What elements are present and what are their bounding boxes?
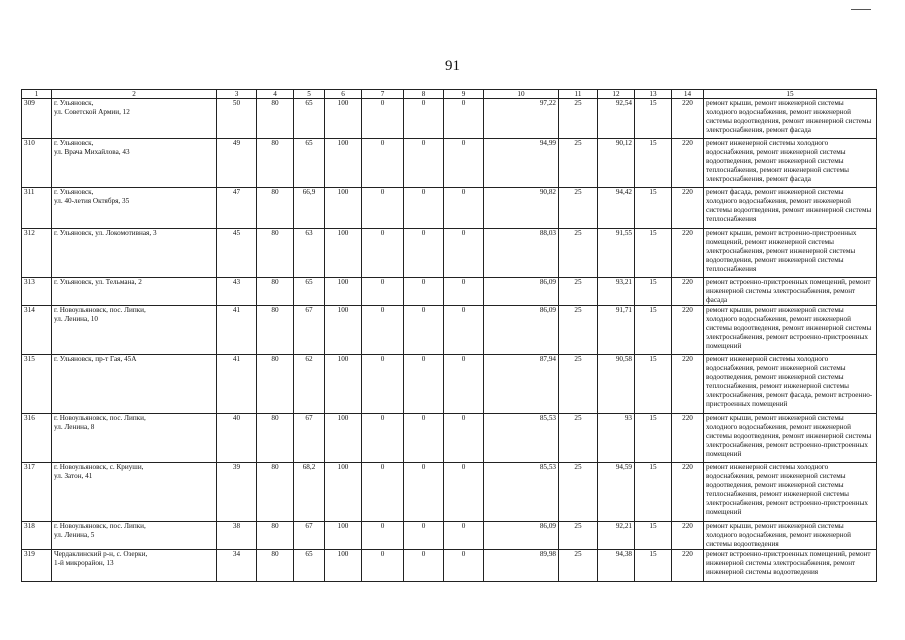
value-cell: 91,55 xyxy=(598,229,635,278)
row-number-cell: 312 xyxy=(22,229,52,278)
value-cell: 80 xyxy=(257,522,294,550)
value-cell: 0 xyxy=(404,306,444,355)
value-cell: 65 xyxy=(294,278,325,306)
table-row xyxy=(22,229,877,278)
column-header: 2 xyxy=(52,90,217,99)
value-cell: 41 xyxy=(217,306,257,355)
register-table xyxy=(21,89,877,582)
scan-mark-top xyxy=(851,9,871,10)
value-cell: 43 xyxy=(217,278,257,306)
value-cell: 85,53 xyxy=(484,414,559,463)
value-cell: 90,12 xyxy=(598,139,635,188)
row-number-cell: 311 xyxy=(22,188,52,229)
value-cell: 220 xyxy=(672,550,704,582)
column-header: 7 xyxy=(362,90,404,99)
column-header: 13 xyxy=(635,90,672,99)
row-number-cell: 315 xyxy=(22,355,52,414)
value-cell: 220 xyxy=(672,522,704,550)
value-cell: 94,38 xyxy=(598,550,635,582)
value-cell: 15 xyxy=(635,139,672,188)
value-cell: 100 xyxy=(325,278,362,306)
value-cell: 15 xyxy=(635,414,672,463)
value-cell: 80 xyxy=(257,139,294,188)
column-header: 11 xyxy=(559,90,598,99)
value-cell: 67 xyxy=(294,414,325,463)
column-header: 15 xyxy=(704,90,877,99)
table-row xyxy=(22,414,877,463)
value-cell: 90,82 xyxy=(484,188,559,229)
value-cell: 25 xyxy=(559,229,598,278)
value-cell: 65 xyxy=(294,139,325,188)
value-cell: 0 xyxy=(404,355,444,414)
column-header: 1 xyxy=(22,90,52,99)
value-cell: 220 xyxy=(672,414,704,463)
value-cell: 0 xyxy=(404,99,444,139)
table-row xyxy=(22,522,877,550)
value-cell: 80 xyxy=(257,229,294,278)
works-cell: ремонт крыши, ремонт инженерной системы холодного водоснабжения, ремонт инженерной системы водоотведения, ремонт инженерной системы электроснабжения, ремонт встроенно-пристроенных помещений xyxy=(704,414,877,463)
column-header: 6 xyxy=(325,90,362,99)
column-header: 12 xyxy=(598,90,635,99)
value-cell: 80 xyxy=(257,278,294,306)
value-cell: 15 xyxy=(635,278,672,306)
value-cell: 47 xyxy=(217,188,257,229)
table-row xyxy=(22,278,877,306)
value-cell: 0 xyxy=(404,139,444,188)
row-number-cell: 316 xyxy=(22,414,52,463)
value-cell: 39 xyxy=(217,463,257,522)
value-cell: 100 xyxy=(325,522,362,550)
table-row xyxy=(22,188,877,229)
value-cell: 100 xyxy=(325,355,362,414)
column-header: 14 xyxy=(672,90,704,99)
table-row xyxy=(22,99,877,139)
works-cell: ремонт фасада, ремонт инженерной системы холодного водоснабжения, ремонт инженерной системы водоотведения, ремонт инженерной системы теплоснабжения xyxy=(704,188,877,229)
value-cell: 94,42 xyxy=(598,188,635,229)
value-cell: 86,09 xyxy=(484,278,559,306)
table-row xyxy=(22,306,877,355)
value-cell: 0 xyxy=(362,522,404,550)
value-cell: 94,59 xyxy=(598,463,635,522)
column-header: 8 xyxy=(404,90,444,99)
value-cell: 0 xyxy=(362,229,404,278)
value-cell: 90,58 xyxy=(598,355,635,414)
value-cell: 15 xyxy=(635,550,672,582)
value-cell: 100 xyxy=(325,139,362,188)
value-cell: 220 xyxy=(672,99,704,139)
value-cell: 68,2 xyxy=(294,463,325,522)
row-number-cell: 309 xyxy=(22,99,52,139)
value-cell: 15 xyxy=(635,306,672,355)
value-cell: 0 xyxy=(404,229,444,278)
value-cell: 15 xyxy=(635,522,672,550)
value-cell: 85,53 xyxy=(484,463,559,522)
value-cell: 25 xyxy=(559,414,598,463)
address-cell: г. Ульяновск, пр-т Гая, 45А xyxy=(52,355,217,414)
value-cell: 0 xyxy=(444,355,484,414)
value-cell: 0 xyxy=(404,278,444,306)
value-cell: 15 xyxy=(635,99,672,139)
value-cell: 80 xyxy=(257,463,294,522)
row-number-cell: 319 xyxy=(22,550,52,582)
value-cell: 100 xyxy=(325,550,362,582)
header-row xyxy=(22,90,877,99)
value-cell: 88,03 xyxy=(484,229,559,278)
column-header: 9 xyxy=(444,90,484,99)
address-cell: Чердаклинский р-н, с. Озерки, 1-й микрорайон, 13 xyxy=(52,550,217,582)
value-cell: 25 xyxy=(559,188,598,229)
value-cell: 220 xyxy=(672,306,704,355)
value-cell: 87,94 xyxy=(484,355,559,414)
works-cell: ремонт крыши, ремонт инженерной системы холодного водоснабжения, ремонт инженерной системы водоотведения, ремонт инженерной системы электроснабжения, ремонт фасада xyxy=(704,99,877,139)
value-cell: 65 xyxy=(294,550,325,582)
value-cell: 0 xyxy=(362,139,404,188)
value-cell: 86,09 xyxy=(484,522,559,550)
value-cell: 0 xyxy=(444,414,484,463)
value-cell: 80 xyxy=(257,550,294,582)
value-cell: 220 xyxy=(672,229,704,278)
row-number-cell: 310 xyxy=(22,139,52,188)
value-cell: 49 xyxy=(217,139,257,188)
value-cell: 50 xyxy=(217,99,257,139)
value-cell: 89,98 xyxy=(484,550,559,582)
value-cell: 0 xyxy=(444,463,484,522)
value-cell: 40 xyxy=(217,414,257,463)
table-row xyxy=(22,139,877,188)
value-cell: 220 xyxy=(672,355,704,414)
row-number-cell: 317 xyxy=(22,463,52,522)
value-cell: 0 xyxy=(444,306,484,355)
value-cell: 100 xyxy=(325,414,362,463)
works-cell: ремонт инженерной системы холодного водоснабжения, ремонт инженерной системы водоотведения, ремонт инженерной системы теплоснабжения, ремонт инженерной системы электроснабжения, ремонт фасада, ремонт встроенно-пристроенных помещений xyxy=(704,355,877,414)
value-cell: 80 xyxy=(257,99,294,139)
works-cell: ремонт встроенно-пристроенных помещений, ремонт инженерной системы электроснабжения, ремонт фасада xyxy=(704,278,877,306)
value-cell: 0 xyxy=(362,463,404,522)
value-cell: 41 xyxy=(217,355,257,414)
value-cell: 0 xyxy=(404,188,444,229)
column-header: 3 xyxy=(217,90,257,99)
works-cell: ремонт инженерной системы холодного водоснабжения, ремонт инженерной системы водоотведения, ремонт инженерной системы теплоснабжения, ремонт инженерной системы электроснабжения, ремонт встроенно-пристроенных помещений xyxy=(704,463,877,522)
address-cell: г. Ульяновск, ул. Тельмана, 2 xyxy=(52,278,217,306)
table-row xyxy=(22,355,877,414)
value-cell: 0 xyxy=(362,99,404,139)
column-header: 10 xyxy=(484,90,559,99)
row-number-cell: 318 xyxy=(22,522,52,550)
value-cell: 0 xyxy=(362,306,404,355)
value-cell: 66,9 xyxy=(294,188,325,229)
value-cell: 25 xyxy=(559,278,598,306)
value-cell: 62 xyxy=(294,355,325,414)
works-cell: ремонт крыши, ремонт инженерной системы холодного водоснабжения, ремонт инженерной системы водоотведения xyxy=(704,522,877,550)
column-header: 5 xyxy=(294,90,325,99)
works-cell: ремонт крыши, ремонт инженерной системы холодного водоснабжения, ремонт инженерной системы водоотведения, ремонт инженерной системы электроснабжения, ремонт встроенно-пристроенных помещений xyxy=(704,306,877,355)
address-cell: г. Ульяновск, ул. 40-летия Октября, 35 xyxy=(52,188,217,229)
value-cell: 0 xyxy=(444,229,484,278)
value-cell: 0 xyxy=(362,414,404,463)
works-cell: ремонт инженерной системы холодного водоснабжения, ремонт инженерной системы водоотведения, ремонт инженерной системы теплоснабжения, ремонт инженерной системы электроснабжения, ремонт фасада xyxy=(704,139,877,188)
value-cell: 93 xyxy=(598,414,635,463)
value-cell: 67 xyxy=(294,522,325,550)
value-cell: 34 xyxy=(217,550,257,582)
value-cell: 0 xyxy=(444,99,484,139)
value-cell: 92,21 xyxy=(598,522,635,550)
value-cell: 63 xyxy=(294,229,325,278)
works-cell: ремонт крыши, ремонт встроенно-пристроенных помещений, ремонт инженерной системы электроснабжения, ремонт инженерной системы водоотведения, ремонт инженерной системы теплоснабжения xyxy=(704,229,877,278)
value-cell: 0 xyxy=(362,188,404,229)
page-number: 91 xyxy=(445,58,460,74)
value-cell: 80 xyxy=(257,306,294,355)
value-cell: 15 xyxy=(635,229,672,278)
value-cell: 80 xyxy=(257,355,294,414)
address-cell: г. Ульяновск, ул. Локомотивная, 3 xyxy=(52,229,217,278)
value-cell: 86,09 xyxy=(484,306,559,355)
value-cell: 25 xyxy=(559,522,598,550)
value-cell: 65 xyxy=(294,99,325,139)
value-cell: 67 xyxy=(294,306,325,355)
value-cell: 0 xyxy=(362,355,404,414)
value-cell: 38 xyxy=(217,522,257,550)
address-cell: г. Ульяновск, ул. Советской Армии, 12 xyxy=(52,99,217,139)
table-row xyxy=(22,463,877,522)
value-cell: 0 xyxy=(444,139,484,188)
value-cell: 100 xyxy=(325,229,362,278)
value-cell: 0 xyxy=(404,550,444,582)
value-cell: 94,99 xyxy=(484,139,559,188)
value-cell: 220 xyxy=(672,278,704,306)
value-cell: 0 xyxy=(362,278,404,306)
value-cell: 0 xyxy=(444,522,484,550)
value-cell: 0 xyxy=(444,550,484,582)
row-number-cell: 314 xyxy=(22,306,52,355)
value-cell: 25 xyxy=(559,306,598,355)
address-cell: г. Новоульяновск, пос. Липки, ул. Ленина, 10 xyxy=(52,306,217,355)
address-cell: г. Новоульяновск, пос. Липки, ул. Ленина, 5 xyxy=(52,522,217,550)
value-cell: 0 xyxy=(444,188,484,229)
value-cell: 100 xyxy=(325,99,362,139)
value-cell: 80 xyxy=(257,414,294,463)
address-cell: г. Ульяновск, ул. Врача Михайлова, 43 xyxy=(52,139,217,188)
value-cell: 100 xyxy=(325,188,362,229)
value-cell: 93,21 xyxy=(598,278,635,306)
address-cell: г. Новоульяновск, пос. Липки, ул. Ленина, 8 xyxy=(52,414,217,463)
column-header: 4 xyxy=(257,90,294,99)
value-cell: 15 xyxy=(635,355,672,414)
value-cell: 220 xyxy=(672,463,704,522)
table-row xyxy=(22,550,877,582)
value-cell: 220 xyxy=(672,188,704,229)
value-cell: 0 xyxy=(404,463,444,522)
value-cell: 100 xyxy=(325,306,362,355)
value-cell: 25 xyxy=(559,139,598,188)
value-cell: 220 xyxy=(672,139,704,188)
address-cell: г. Новоульяновск, с. Криуши, ул. Затон, 41 xyxy=(52,463,217,522)
value-cell: 25 xyxy=(559,463,598,522)
value-cell: 15 xyxy=(635,188,672,229)
value-cell: 45 xyxy=(217,229,257,278)
value-cell: 0 xyxy=(362,550,404,582)
value-cell: 97,22 xyxy=(484,99,559,139)
value-cell: 92,54 xyxy=(598,99,635,139)
value-cell: 25 xyxy=(559,550,598,582)
value-cell: 100 xyxy=(325,463,362,522)
value-cell: 0 xyxy=(444,278,484,306)
value-cell: 25 xyxy=(559,355,598,414)
value-cell: 0 xyxy=(404,414,444,463)
table-body xyxy=(22,99,877,582)
value-cell: 0 xyxy=(404,522,444,550)
value-cell: 91,71 xyxy=(598,306,635,355)
works-cell: ремонт встроенно-пристроенных помещений, ремонт инженерной системы электроснабжения, ремонт инженерной системы водоотведения xyxy=(704,550,877,582)
value-cell: 25 xyxy=(559,99,598,139)
value-cell: 15 xyxy=(635,463,672,522)
value-cell: 80 xyxy=(257,188,294,229)
row-number-cell: 313 xyxy=(22,278,52,306)
